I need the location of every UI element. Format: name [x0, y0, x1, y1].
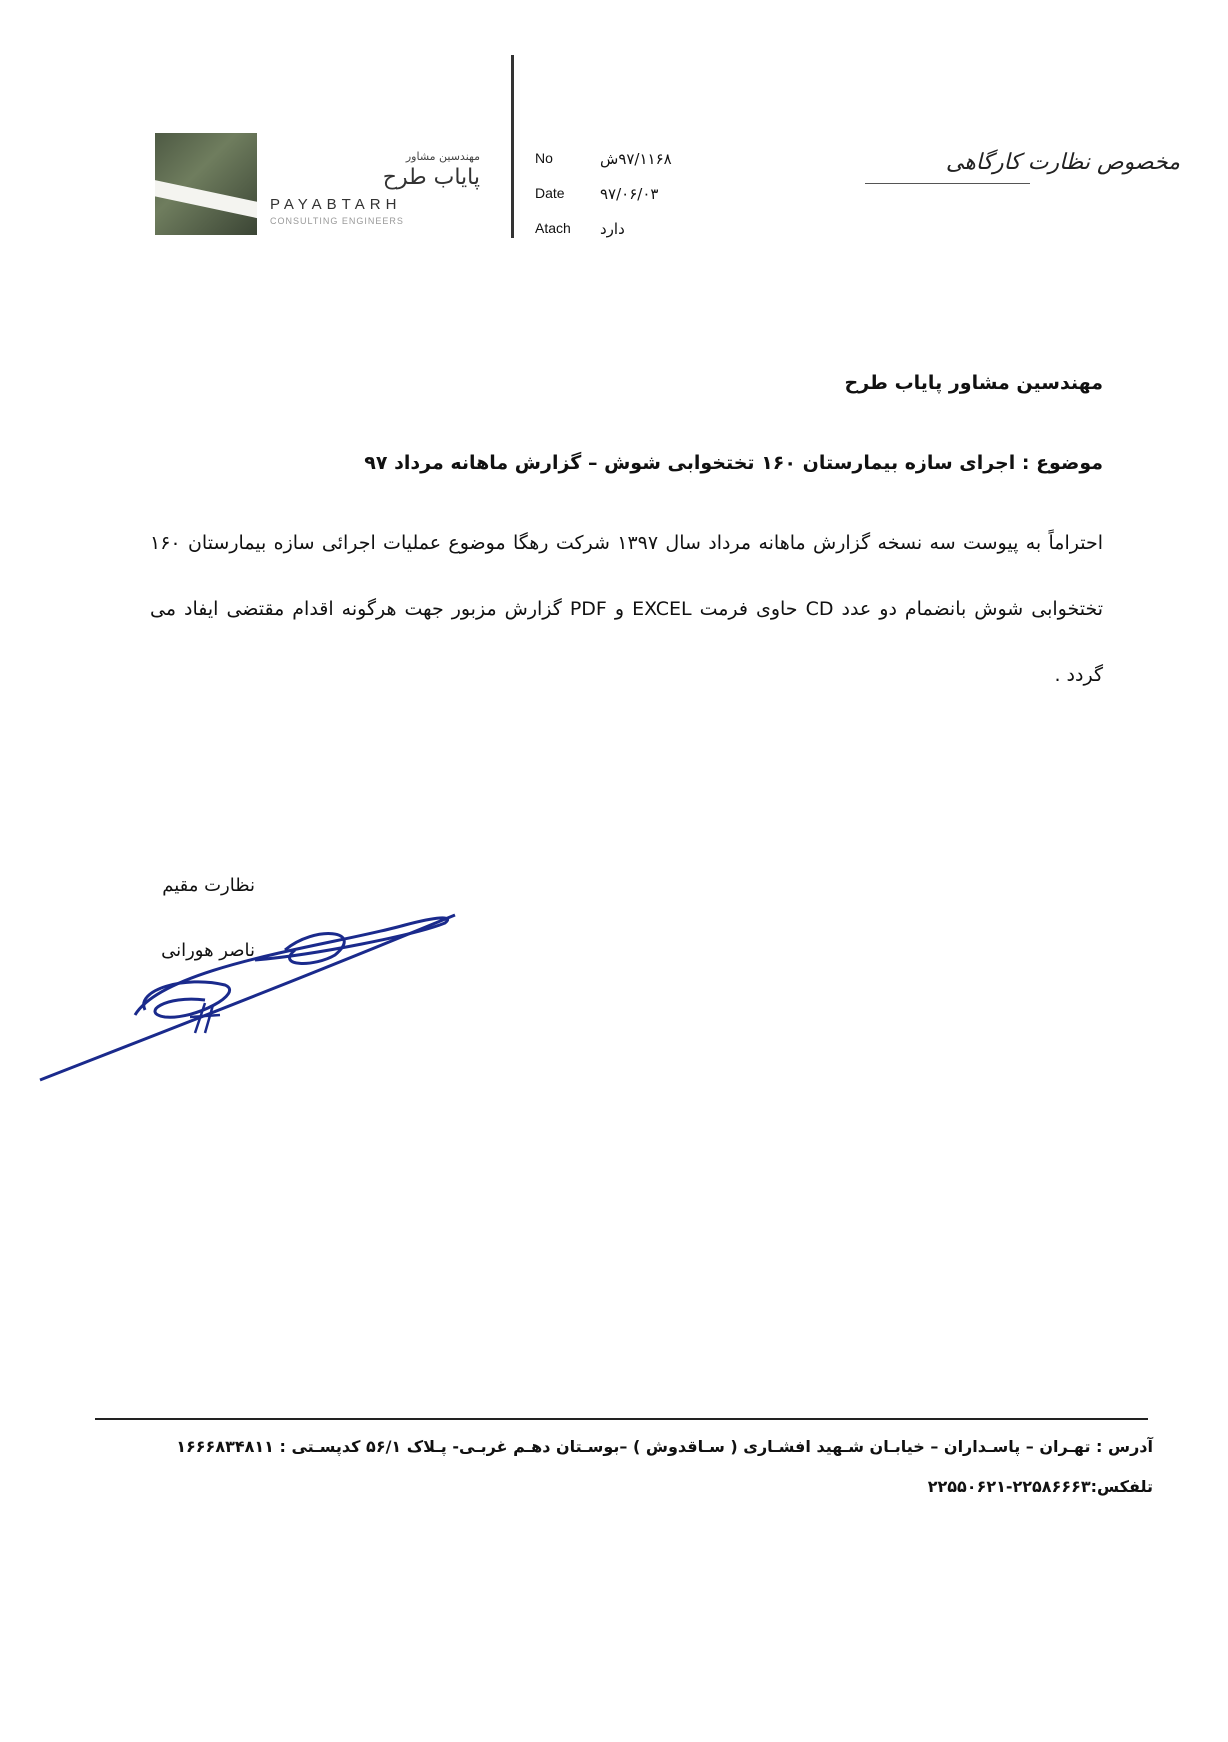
- body-paragraph: احتراماً به پیوست سه نسخه گزارش ماهانه مرداد سال ۱۳۹۷ شرکت رهگا موضوع عملیات اجرائی سازه بیمارستان ۱۶۰ تختخوابی شوش بانضمام دو عدد CD حاوی فرمت EXCEL و PDF گزارش مزبور جهت هرگونه اقدام مقتضی ایفاد می گردد .: [150, 532, 1104, 686]
- meta-attach-row: [535, 220, 735, 255]
- addressee: مهندسین مشاور پایاب طرح: [844, 372, 1103, 394]
- logo-name-english: PAYABTARH: [270, 196, 402, 213]
- number-label: No: [535, 150, 553, 166]
- logo-subtitle: مهندسین مشاور: [405, 150, 480, 163]
- logo-name-persian: پایاب طرح: [382, 165, 480, 190]
- signer-name: ناصر هورانی: [161, 940, 255, 961]
- date-label: Date: [535, 185, 565, 201]
- meta-number-row: [535, 150, 735, 185]
- meta-date-row: [535, 185, 735, 220]
- number-value: ۹۷/۱۱۶۸ش: [600, 150, 672, 168]
- stamp-underline: [865, 183, 1030, 184]
- company-logo-text: [270, 150, 480, 226]
- letter-meta: [535, 150, 735, 255]
- logo-tagline: CONSULTING ENGINEERS: [270, 216, 404, 226]
- footer-fax: تلفکس:۲۲۵۸۶۶۶۳-۲۲۵۵۰۶۲۱: [927, 1477, 1153, 1496]
- attach-value: دارد: [600, 220, 625, 238]
- date-value: ۹۷/۰۶/۰۳: [600, 185, 659, 203]
- logo-stripe: [155, 179, 257, 224]
- footer-address: آدرس : تهـران – پاسـداران – خیابـان شـهید افشـاری ( سـاقدوش ) –بوسـتان دهـم غربـی- پـلاک ۵۶/۱ کدپسـتی : ۱۶۶۶۸۳۴۸۱۱: [176, 1437, 1153, 1456]
- supervision-stamp: مخصوص نظارت کارگاهی: [945, 150, 1180, 175]
- signer-role: نظارت مقیم: [162, 875, 255, 896]
- header-divider: [511, 55, 514, 238]
- subject-line: موضوع : اجرای سازه بیمارستان ۱۶۰ تختخوابی شوش – گزارش ماهانه مرداد ۹۷: [364, 452, 1103, 474]
- company-logo-mark: [155, 133, 257, 235]
- handwritten-signature: [35, 905, 465, 1085]
- footer-divider: [95, 1418, 1148, 1420]
- attach-label: Atach: [535, 220, 571, 236]
